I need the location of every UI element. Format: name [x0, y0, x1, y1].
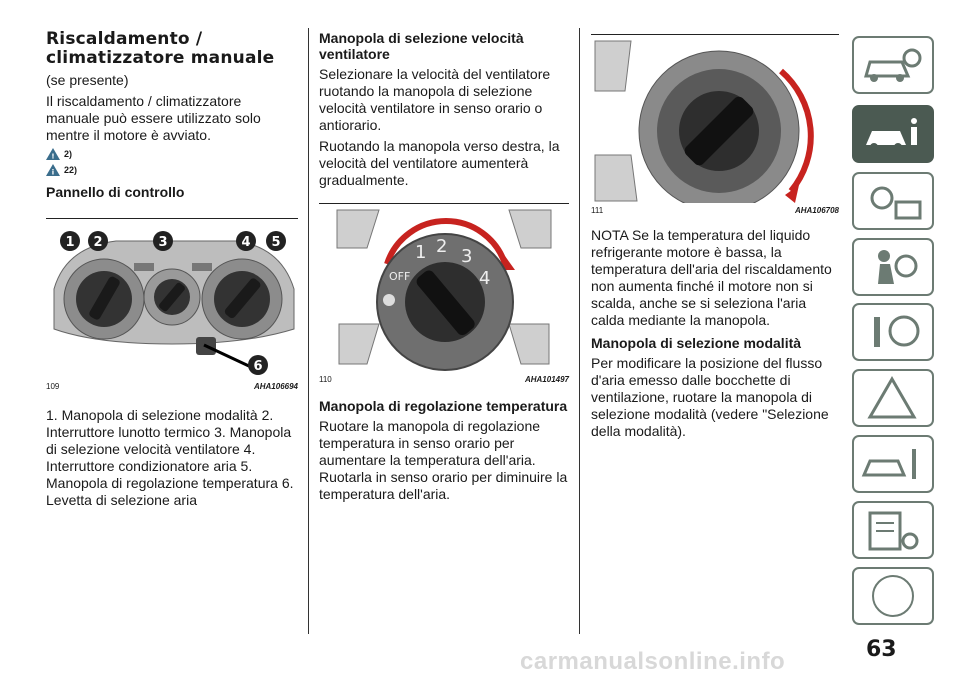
svg-text:2: 2: [93, 235, 103, 250]
callout-1: [60, 231, 80, 251]
svg-text:5: 5: [271, 235, 281, 250]
column-2: [319, 30, 569, 507]
fan-speed-heading: Manopola di selezione velocità ventilatore: [319, 30, 524, 62]
tab-lights-mail[interactable]: [852, 172, 934, 230]
page-title: Riscaldamento / climatizzatore manuale: [46, 29, 275, 68]
figure-number: 109: [46, 382, 60, 391]
dial-label-off: OFF: [389, 270, 411, 283]
dial-label-3: 3: [461, 246, 473, 267]
svg-text:1: 1: [65, 235, 75, 250]
alphabet-index-icon: [854, 569, 932, 623]
column-1: [46, 30, 298, 513]
tab-car-i[interactable]: [852, 105, 934, 163]
figure-code: AHA101497: [524, 375, 569, 384]
column-divider: [308, 28, 309, 634]
mode-paragraph: Per modificare la posizione del flusso d'aria emesso dalle bocchette di ventilazione, ruotare la manopola di selezione modalità (vedere "Selezione della modalità).: [591, 355, 829, 439]
column-3: [591, 34, 839, 444]
control-panel-illustration: [46, 219, 298, 379]
list-gear-icon: [854, 503, 932, 557]
tab-steering-key[interactable]: [852, 303, 934, 361]
column-divider: [579, 28, 580, 634]
dial-label-2: 2: [436, 236, 448, 257]
dial-label-1: 1: [415, 242, 427, 263]
reference-1[interactable]: [46, 148, 298, 160]
intro-paragraph: Il riscaldamento / climatizzatore manuale può essere utilizzato solo mentre il motore è avviato.: [46, 93, 261, 143]
svg-text:6: 6: [253, 359, 263, 374]
fan-speed-paragraph-2: Ruotando la manopola verso destra, la velocità del ventilatore aumenterà gradualmente.: [319, 138, 560, 188]
fan-icon: [383, 294, 395, 306]
temperature-dial-illustration: [591, 35, 839, 203]
figure-code: AHA106708: [794, 206, 839, 215]
fan-dial: [144, 269, 200, 325]
tab-warning[interactable]: [852, 369, 934, 427]
note-paragraph: NOTA Se la temperatura del liquido refrigerante motore è bassa, la temperatura dell'aria del riscaldamento non aumenta finché il motore non si scalda, anche se si seleziona l'aria calda mediante la manopola.: [591, 227, 832, 328]
tab-list-gear[interactable]: [852, 501, 934, 559]
tab-car-wrench[interactable]: [852, 435, 934, 493]
callout-5: [266, 231, 286, 251]
fan-dial-illustration: [319, 204, 569, 372]
callout-4: [236, 231, 256, 251]
tab-car-info[interactable]: [852, 36, 934, 94]
info-ref-icon: [46, 164, 60, 176]
car-info-icon: [854, 38, 932, 92]
temperature-dial: [202, 259, 282, 339]
figure-caption: [591, 206, 839, 215]
figure-110: [319, 203, 569, 384]
svg-text:3: 3: [158, 235, 168, 250]
mode-dial: [64, 259, 144, 339]
warning-ref-icon: [46, 148, 60, 160]
mode-heading: Manopola di selezione modalità: [591, 335, 802, 351]
page-number: 63: [866, 637, 897, 662]
figure-caption: [319, 375, 569, 384]
reference-label: 2): [64, 149, 73, 159]
lights-mail-icon: [854, 174, 932, 228]
figure-caption: [46, 382, 298, 391]
reference-label: 22): [64, 165, 78, 175]
warning-triangle-icon: [854, 371, 932, 425]
reference-2[interactable]: [46, 164, 298, 176]
temperature-paragraph: Ruotare la manopola di regolazione temperatura in senso orario per aumentare la temperatura dell'aria. Ruotarla in senso orario per diminuire la temperatura dell'aria.: [319, 418, 568, 502]
figure-number: 110: [319, 375, 332, 384]
callout-3: [153, 231, 173, 251]
car-i-icon: [854, 107, 932, 161]
svg-text:4: 4: [241, 235, 251, 250]
steering-key-icon: [854, 305, 932, 359]
temperature-heading: Manopola di regolazione temperatura: [319, 398, 568, 414]
subtitle: (se presente): [46, 72, 129, 88]
svg-text:i: i: [51, 168, 55, 176]
fan-speed-paragraph-1: Selezionare la velocità del ventilatore ruotando la manopola di selezione velocità ventilatore in senso orario o antiorario.: [319, 66, 551, 133]
legend-list: 1. Manopola di selezione modalità 2. Interruttore lunotto termico 3. Manopola di selezione velocità ventilatore 4. Interruttore condizionatore aria 5. Manopola di regolazione temperatura 6. Levetta di selezione aria: [46, 407, 294, 508]
tab-airbag[interactable]: [852, 238, 934, 296]
figure-number: 111: [591, 206, 604, 215]
figure-111: [591, 34, 839, 215]
section-heading: Pannello di controllo: [46, 184, 185, 200]
callout-2: [88, 231, 108, 251]
car-wrench-icon: [854, 437, 932, 491]
figure-code: AHA106694: [253, 382, 298, 391]
tab-alphabet-index[interactable]: [852, 567, 934, 625]
callout-6: [248, 355, 268, 375]
watermark: carmanualsonline.info: [520, 648, 786, 675]
airbag-person-icon: [854, 240, 932, 294]
figure-109: [46, 218, 298, 391]
svg-text:!: !: [51, 152, 55, 160]
dial-label-4: 4: [479, 268, 491, 289]
